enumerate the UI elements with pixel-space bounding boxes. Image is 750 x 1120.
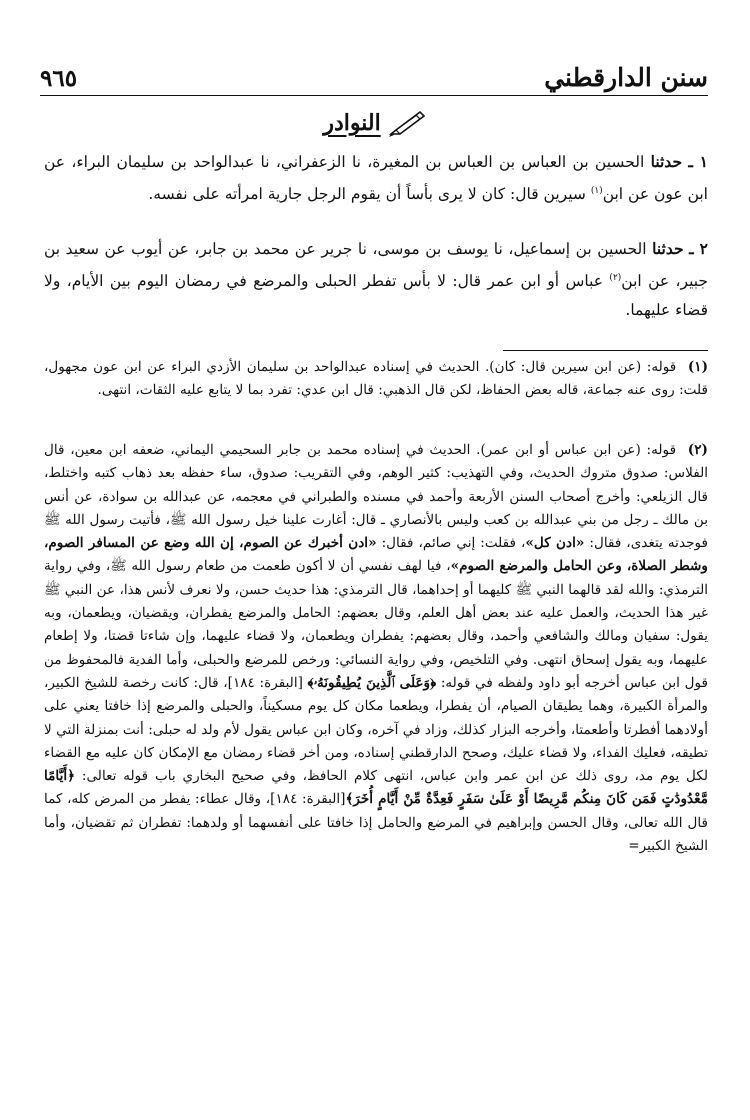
hadith-quote: «ادن أخبرك عن الصوم، إن الله وضع عن المسافر الصوم، وشطر الصلاة، وعن الحامل والمرضع الصوم» — [44, 535, 708, 575]
running-header — [40, 56, 708, 90]
hadith-text: سيرين قال: كان لا يرى بأساً أن يقوم الرجل جارية امرأته على نفسه. — [148, 185, 586, 204]
page-number: ٩٦٥ — [40, 65, 78, 92]
hadith-number: ٢ ـ — [689, 239, 708, 258]
footnote-divider — [503, 350, 708, 351]
footnote-ref-1[interactable]: (١) — [590, 186, 603, 196]
book-title: سنن الدارقطني — [544, 63, 708, 92]
footnote-1 — [44, 356, 708, 403]
footnote-text: قوله: (عن ابن سيرين قال: كان). الحديث في إسناده عبدالواحد بن سليمان الأزدي البراء عن ابن عون مجهول، قلت: روى عنه جماعة، قاله بعض الحفاظ، لكن قال الذهبي: قال ابن عدي: تفرد بما لا يتابع عليه الثقات، انتهى. — [44, 359, 708, 399]
footnote-text-part: [البقرة: ١٨٤]، وقال عطاء: يفطر من المرض كله، كما قال الله تعالى، وقال الحسن وإبراهيم في المرضع والحامل إذا خافتا على أنفسهما أو ولدهما: تفطران ثم تقضيان، وأما الشيخ الكبير= — [44, 791, 708, 855]
footnote-marker: (٢) — [687, 442, 708, 458]
footnote-ref-2[interactable]: (٢) — [609, 273, 622, 283]
quran-verse: ﴿أَيَّامًا مَّعْدُودَٰتٍ فَمَن كَانَ مِنكُم مَّرِيضًا أَوْ عَلَىٰ سَفَرٍ فَعِدَّةٌ مِّنْ أَيَّامٍ أُخَرَ﴾ — [44, 768, 708, 808]
footnote-2 — [44, 439, 708, 858]
hadith-text: الحسين بن إسماعيل، نا يوسف بن موسى، نا جرير عن محمد بن جابر، عن أيوب عن سعيد بن جبير، عن ابن — [44, 240, 708, 291]
footnote-text-part: [البقرة: ١٨٤]، قال: كانت رخصة للشيخ الكبير، والمرأة الكبيرة، وهما يطيقان الصيام، أن يفطرا، ويطعما مكان كل يوم مسكيناً، والحبلى والمرضع إذا خافتا يعني على أولادهما أفطرتا وأطعمتا، وأخرجه البزار كذلك، وزاد في آخره، وكان ابن عباس يقول لأم ولد له حبلى: أنت بمنزلة التي لا تطيقه، فعليك الفداء، ولا قضاء عليك، وصحح الدارقطني إسناده، ومن أخر قضاء رمضان مع الإمكان كان عليه مع القضاء لكل يوم مد، روى ذلك عن ابن عمر وابن عباس، انتهى كلام الحافظ، وفي صحيح البخاري باب قوله تعالى: — [44, 674, 708, 785]
hadith-2 — [44, 234, 708, 325]
section-title: النوادر — [323, 110, 381, 136]
hadith-quote: «ادن كل» — [525, 535, 585, 552]
footnote-marker: (١) — [687, 359, 708, 375]
footnote-text — [44, 442, 708, 854]
section-heading — [0, 103, 750, 143]
footnote-text-part: ، فيا لهف نفسي أن لا أكون طعمت من طعام رسول الله ﷺ، وفي رواية الترمذي: والله لقد قالهما النبي ﷺ كليهما أو إحداهما، قال الترمذي: هذا حديث حسن، ولا نعرف لأنس هذا، عن النبي ﷺ غير هذا الحديث، والعمل عليه عند بعض أهل العلم، وقال بعضهم: الحامل والمرضع يفطران، ويقضيان، ويطعمان، وبه يقول: سفيان ومالك والشافعي وأحمد، وقال بعضهم: يفطران ويطعمان، ولا قضاء عليهما، وإن شاءتا قضتا، ولا إطعام عليهما، وبه يقول إسحاق انتهى. وفي التلخيص، وفي رواية النسائي: ورخص للمرضع والحبلى، وأما الفدية فالمحفوظ من قول ابن عباس أخرجه أبو داود ولفظه في قوله: — [44, 558, 708, 691]
pen-icon — [387, 108, 427, 138]
quran-verse: ﴿وَعَلَى ٱلَّذِينَ يُطِيقُونَهُۥ﴾ — [307, 674, 437, 691]
hadith-lead: حدثنا — [652, 239, 684, 258]
hadith-text: عباس أو ابن عمر قال: لا بأس تفطر الحبلى والمرضع في رمضان اليوم بين الأيام، ولا قضاء عليهما. — [44, 272, 708, 320]
footnote-text-part: ، فقلت: إني صائم، فقال: — [381, 535, 526, 552]
hadith-1 — [44, 147, 708, 209]
footnote-text-part: قوله: (عن ابن عباس أو ابن عمر). الحديث في إسناده محمد بن جابر السحيمي اليماني، ضعفه ابن معين، قال الفلاس: صدوق متروك الحديث، وفي التهذيب: كثير الوهم، وفي التقريب: صدوق، ساء حفظه بعد ذهاب كتبه واختلط، قال الزيلعي: وأخرج أصحاب السنن الأربعة وأحمد في مسنده والطبراني في معجمه، عن عبدالله بن سوادة، عن أنس بن مالك ـ رجل من بني عبدالله بن كعب وليس بالأنصاري ـ قال: أغارت علينا خيل رسول الله ﷺ، فأتيت رسول الله ﷺ فوجدته يتغدى، فقال: — [44, 442, 709, 552]
hadith-number: ١ ـ — [688, 152, 708, 171]
header-rule — [40, 95, 708, 96]
hadith-lead: حدثنا — [650, 152, 683, 171]
hadith-text: الحسين بن العباس بن العباس بن المغيرة، نا الزعفراني، نا عبدالواحد بن سليمان البراء، عن ابن عون عن ابن — [44, 153, 708, 204]
